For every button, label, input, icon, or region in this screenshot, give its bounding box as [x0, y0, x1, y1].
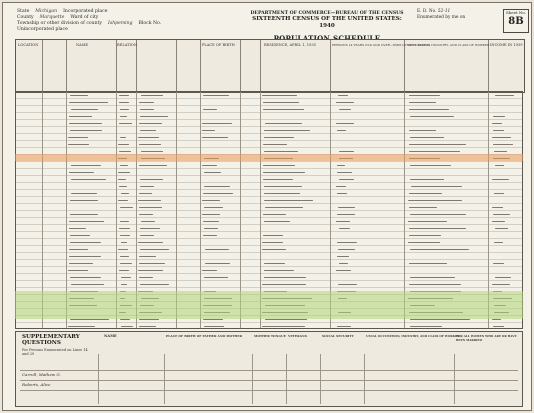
handwritten-entry	[409, 228, 466, 229]
unincorporated-label: Unincorporated place	[17, 27, 68, 32]
handwritten-entry	[119, 123, 133, 124]
col-occupation	[404, 40, 489, 92]
handwritten-entry	[70, 95, 89, 96]
handwritten-entry	[264, 277, 305, 278]
handwritten-entry	[336, 102, 353, 103]
handwritten-entry	[139, 326, 156, 327]
township-value: Ishpeming	[108, 21, 133, 26]
highlighted-row-orange	[15, 154, 523, 161]
handwritten-entry	[410, 137, 444, 138]
handwritten-entry	[494, 193, 505, 194]
handwritten-entry	[71, 179, 106, 180]
supplementary-subtitle: For Persons Enumerated on Lines 14 and 29	[22, 348, 88, 356]
handwritten-entry	[492, 319, 500, 320]
handwritten-entry	[409, 109, 449, 110]
handwritten-entry	[120, 165, 127, 166]
handwritten-entry	[202, 123, 232, 124]
handwritten-entry	[492, 179, 509, 180]
handwritten-entry	[70, 242, 101, 243]
handwritten-entry	[69, 249, 87, 250]
handwritten-entry	[492, 137, 511, 138]
handwritten-entry	[337, 130, 346, 131]
incorporated-label: Incorporated place	[63, 9, 108, 14]
handwritten-entry	[121, 326, 133, 327]
handwritten-entry	[71, 109, 98, 110]
handwritten-entry	[338, 95, 348, 96]
handwritten-entry	[409, 263, 447, 264]
handwritten-entry	[204, 186, 229, 187]
col-residence	[260, 40, 331, 92]
col-personal	[136, 40, 177, 92]
handwritten-entry	[69, 221, 104, 222]
handwritten-entry	[265, 319, 307, 320]
handwritten-entry	[338, 284, 357, 285]
sheet-letter: B	[515, 16, 524, 27]
handwritten-entry	[139, 123, 162, 124]
supplementary-title-line1: SUPPLEMENTARY	[22, 334, 80, 340]
handwritten-entry	[204, 207, 223, 208]
handwritten-entry	[120, 137, 126, 138]
handwritten-entry	[203, 95, 229, 96]
handwritten-entry	[69, 172, 94, 173]
handwritten-entry	[118, 179, 125, 180]
handwritten-entry	[262, 242, 283, 243]
handwritten-entry	[338, 249, 355, 250]
handwritten-entry	[205, 249, 229, 250]
township-label: Township or other division of county	[17, 21, 103, 26]
handwritten-entry	[70, 200, 98, 201]
supp-vline	[286, 354, 287, 404]
handwritten-entry	[338, 207, 354, 208]
handwritten-entry	[121, 284, 127, 285]
supp-col-women: FOR ALL WOMEN WHO ARE OR HAVE BEEN MARRIED	[456, 334, 517, 342]
supp-col-name: NAME	[104, 334, 117, 338]
heading-occupation: OCCUPATION, INDUSTRY, AND CLASS OF WORKER	[408, 43, 490, 47]
handwritten-entry	[70, 235, 90, 236]
handwritten-entry	[263, 214, 286, 215]
handwritten-entry	[120, 319, 129, 320]
col-employment	[330, 40, 405, 92]
state-label: State	[17, 9, 30, 14]
handwritten-entry	[493, 214, 510, 215]
handwritten-entry	[410, 319, 469, 320]
handwritten-entry	[70, 214, 99, 215]
handwritten-entry	[70, 130, 102, 131]
handwritten-entry	[264, 130, 309, 131]
handwritten-entry	[138, 242, 163, 243]
sheet-number-box	[503, 9, 529, 33]
state-value: Michigan	[35, 9, 58, 14]
handwritten-entry	[118, 172, 130, 173]
handwritten-entry	[140, 284, 170, 285]
handwritten-entry	[139, 277, 152, 278]
handwritten-entry	[492, 207, 503, 208]
handwritten-entry	[68, 270, 88, 271]
handwritten-entry	[121, 242, 127, 243]
col-income	[488, 40, 522, 92]
handwritten-entry	[203, 221, 219, 222]
handwritten-entry	[493, 116, 505, 117]
supplementary-title	[22, 334, 80, 346]
handwritten-entry	[204, 172, 221, 173]
handwritten-entry	[205, 263, 230, 264]
handwritten-entry	[408, 242, 440, 243]
handwritten-entry	[202, 165, 217, 166]
handwritten-entry	[70, 277, 101, 278]
handwritten-entry	[68, 137, 88, 138]
handwritten-entry	[120, 256, 128, 257]
handwritten-entry	[262, 326, 305, 327]
col-relation	[116, 40, 137, 92]
handwritten-entry	[262, 284, 306, 285]
handwritten-entry	[337, 172, 353, 173]
supp-line	[20, 370, 518, 371]
handwritten-entry	[408, 200, 462, 201]
supp-row2-name: Roberts, Alice	[22, 382, 51, 387]
handwritten-entry	[264, 270, 294, 271]
handwritten-entry	[409, 130, 435, 131]
handwritten-entry	[337, 165, 345, 166]
heading-birth: PLACE OF BIRTH	[202, 43, 235, 47]
handwritten-entry	[139, 263, 166, 264]
supp-col-lang: MOTHER TONGUE	[254, 334, 286, 338]
supp-col-usual: USUAL OCCUPATION, INDUSTRY, AND CLASS OF WORKER	[366, 334, 460, 338]
handwritten-entry	[264, 186, 302, 187]
handwritten-entry	[337, 193, 347, 194]
handwritten-entry	[204, 326, 225, 327]
handwritten-entry	[410, 165, 450, 166]
handwritten-entry	[495, 95, 515, 96]
handwritten-entry	[139, 319, 159, 320]
handwritten-entry	[336, 123, 354, 124]
handwritten-entry	[409, 144, 466, 145]
handwritten-entry	[410, 249, 469, 250]
handwritten-entry	[140, 130, 155, 131]
heading-residence: RESIDENCE, APRIL 1, 1935	[264, 43, 316, 47]
ed-label: E. D. No.	[417, 9, 437, 14]
handwritten-entry	[337, 256, 349, 257]
handwritten-entry	[121, 277, 131, 278]
heading-employment: PERSONS 14 YEARS OLD AND OVER—EMPLOYMENT STATUS	[332, 43, 431, 47]
handwritten-entry	[68, 326, 95, 327]
handwritten-entry	[495, 165, 504, 166]
handwritten-entry	[264, 263, 285, 264]
handwritten-entry	[492, 221, 505, 222]
col-citizenship	[240, 40, 261, 92]
supp-vline	[364, 354, 365, 404]
handwritten-entry	[140, 179, 163, 180]
handwritten-entry	[69, 263, 93, 264]
handwritten-entry	[410, 179, 444, 180]
col-name	[66, 40, 117, 92]
handwritten-entry	[409, 207, 437, 208]
handwritten-entry	[138, 137, 159, 138]
handwritten-entry	[118, 144, 129, 145]
handwritten-entry	[139, 193, 152, 194]
handwritten-entry	[203, 193, 233, 194]
handwritten-entry	[264, 137, 294, 138]
handwritten-entry	[140, 116, 167, 117]
handwritten-entry	[409, 235, 442, 236]
handwritten-entry	[494, 151, 507, 152]
handwritten-entry	[120, 221, 129, 222]
supp-col-birth: PLACE OF BIRTH OF FATHER AND MOTHER	[166, 334, 242, 338]
supp-vline	[98, 354, 99, 404]
handwritten-entry	[263, 165, 295, 166]
supp-line	[20, 390, 518, 391]
census-title: SIXTEENTH CENSUS OF THE UNITED STATES: 1940	[252, 16, 402, 29]
handwritten-entry	[139, 214, 152, 215]
handwritten-entry	[71, 284, 104, 285]
handwritten-entry	[120, 109, 129, 110]
heading-name: NAME	[76, 43, 89, 47]
handwritten-entry	[139, 256, 157, 257]
handwritten-entry	[264, 151, 297, 152]
handwritten-entry	[408, 221, 446, 222]
handwritten-entry	[204, 277, 228, 278]
handwritten-entry	[139, 165, 167, 166]
ward-label: Ward of city	[70, 15, 99, 20]
handwritten-entry	[336, 221, 349, 222]
county-label: County	[17, 15, 34, 20]
handwritten-entry	[69, 102, 108, 103]
col-birth	[200, 40, 241, 92]
handwritten-entry	[139, 207, 162, 208]
heading-income: INCOME IN 1939	[490, 43, 523, 47]
handwritten-entry	[138, 270, 162, 271]
handwritten-entry	[141, 221, 155, 222]
handwritten-entry	[139, 144, 161, 145]
handwritten-entry	[263, 102, 299, 103]
handwritten-entry	[119, 151, 131, 152]
handwritten-entry	[337, 326, 352, 327]
handwritten-entry	[337, 214, 355, 215]
handwritten-entry	[141, 95, 164, 96]
handwritten-entry	[495, 277, 512, 278]
handwritten-entry	[409, 151, 460, 152]
col-household	[42, 40, 67, 92]
supp-vline	[252, 354, 253, 404]
handwritten-entry	[202, 200, 219, 201]
handwritten-entry	[263, 179, 293, 180]
handwritten-entry	[265, 207, 303, 208]
handwritten-entry	[494, 242, 503, 243]
handwritten-entry	[264, 193, 300, 194]
handwritten-entry	[71, 165, 101, 166]
handwritten-entry	[492, 284, 510, 285]
handwritten-entry	[141, 151, 163, 152]
handwritten-entry	[69, 228, 86, 229]
handwritten-entry	[410, 116, 454, 117]
handwritten-entry	[265, 123, 303, 124]
handwritten-entry	[120, 116, 127, 117]
handwritten-entry	[119, 186, 127, 187]
handwritten-entry	[119, 270, 129, 271]
handwritten-entry	[140, 186, 154, 187]
handwritten-entry	[69, 123, 101, 124]
handwritten-entry	[121, 193, 129, 194]
handwritten-entry	[263, 172, 305, 173]
handwritten-entry	[263, 235, 283, 236]
handwritten-entry	[339, 109, 351, 110]
handwritten-entry	[120, 207, 133, 208]
handwritten-entry	[119, 228, 129, 229]
handwritten-entry	[336, 270, 351, 271]
handwritten-entry	[140, 235, 154, 236]
supp-row1-name: Carroll, Mathew G.	[22, 372, 61, 377]
supp-col-veteran: VETERANS	[288, 334, 307, 338]
handwritten-entry	[69, 256, 101, 257]
handwritten-entry	[493, 144, 513, 145]
handwritten-entry	[409, 102, 436, 103]
handwritten-entry	[339, 263, 348, 264]
handwritten-entry	[202, 137, 228, 138]
handwritten-entry	[119, 102, 129, 103]
census-sheet	[2, 2, 532, 411]
handwritten-entry	[203, 235, 217, 236]
sheet-label: Sheet No.	[505, 10, 527, 15]
handwritten-entry	[262, 95, 297, 96]
handwritten-entry	[139, 102, 154, 103]
col-education	[176, 40, 201, 92]
handwritten-entry	[409, 95, 439, 96]
handwritten-entry	[204, 228, 218, 229]
header-location-fields	[17, 9, 237, 33]
handwritten-entry	[493, 263, 504, 264]
handwritten-entry	[264, 200, 313, 201]
handwritten-entry	[262, 249, 286, 250]
supp-vline	[164, 354, 165, 404]
handwritten-entry	[410, 277, 455, 278]
handwritten-entry	[492, 123, 502, 124]
sheet-number: 8	[508, 16, 516, 27]
handwritten-entry	[203, 109, 217, 110]
ed-value: 52-11	[437, 9, 451, 14]
highlighted-rows-green	[15, 291, 523, 319]
department-title: DEPARTMENT OF COMMERCE—BUREAU OF THE CENSUS	[250, 11, 404, 16]
block-label: Block No.	[138, 21, 162, 26]
supp-vline	[454, 354, 455, 404]
column-headings	[15, 39, 525, 93]
handwritten-entry	[409, 284, 462, 285]
handwritten-entry	[118, 249, 128, 250]
supp-line	[20, 380, 518, 381]
supplementary-title-line2: QUESTIONS	[22, 340, 61, 346]
enumerated-label: Enumerated by me on	[417, 15, 466, 20]
handwritten-entry	[71, 193, 98, 194]
handwritten-entry	[140, 249, 169, 250]
handwritten-entry	[263, 109, 303, 110]
supp-col-social: SOCIAL SECURITY	[322, 334, 354, 338]
handwritten-entry	[68, 144, 88, 145]
heading-location: LOCATION	[18, 43, 39, 47]
handwritten-entry	[69, 116, 91, 117]
county-value: Marquette	[39, 15, 65, 20]
handwritten-entry	[118, 200, 128, 201]
handwritten-entry	[119, 95, 129, 96]
handwritten-entry	[202, 130, 214, 131]
handwritten-entry	[337, 242, 357, 243]
handwritten-entry	[138, 200, 161, 201]
handwritten-entry	[493, 326, 504, 327]
handwritten-entry	[410, 326, 442, 327]
handwritten-entry	[140, 228, 160, 229]
handwritten-entry	[120, 263, 132, 264]
handwritten-entry	[339, 179, 354, 180]
handwritten-entry	[203, 319, 222, 320]
handwritten-entry	[495, 228, 508, 229]
handwritten-entry	[336, 186, 346, 187]
handwritten-entry	[493, 130, 505, 131]
handwritten-entry	[411, 186, 462, 187]
handwritten-entry	[70, 319, 108, 320]
supp-vline	[320, 354, 321, 404]
handwritten-entry	[410, 214, 466, 215]
supplementary-questions	[15, 331, 523, 407]
heading-relation: RELATION	[117, 43, 138, 47]
handwritten-entry	[140, 109, 154, 110]
handwritten-entry	[339, 228, 350, 229]
handwritten-entry	[202, 214, 220, 215]
handwritten-entry	[339, 151, 354, 152]
handwritten-entry	[409, 193, 442, 194]
handwritten-entry	[263, 144, 287, 145]
col-location	[16, 40, 43, 92]
handwritten-entry	[202, 270, 217, 271]
handwritten-entry	[120, 235, 131, 236]
handwritten-entry	[264, 221, 290, 222]
